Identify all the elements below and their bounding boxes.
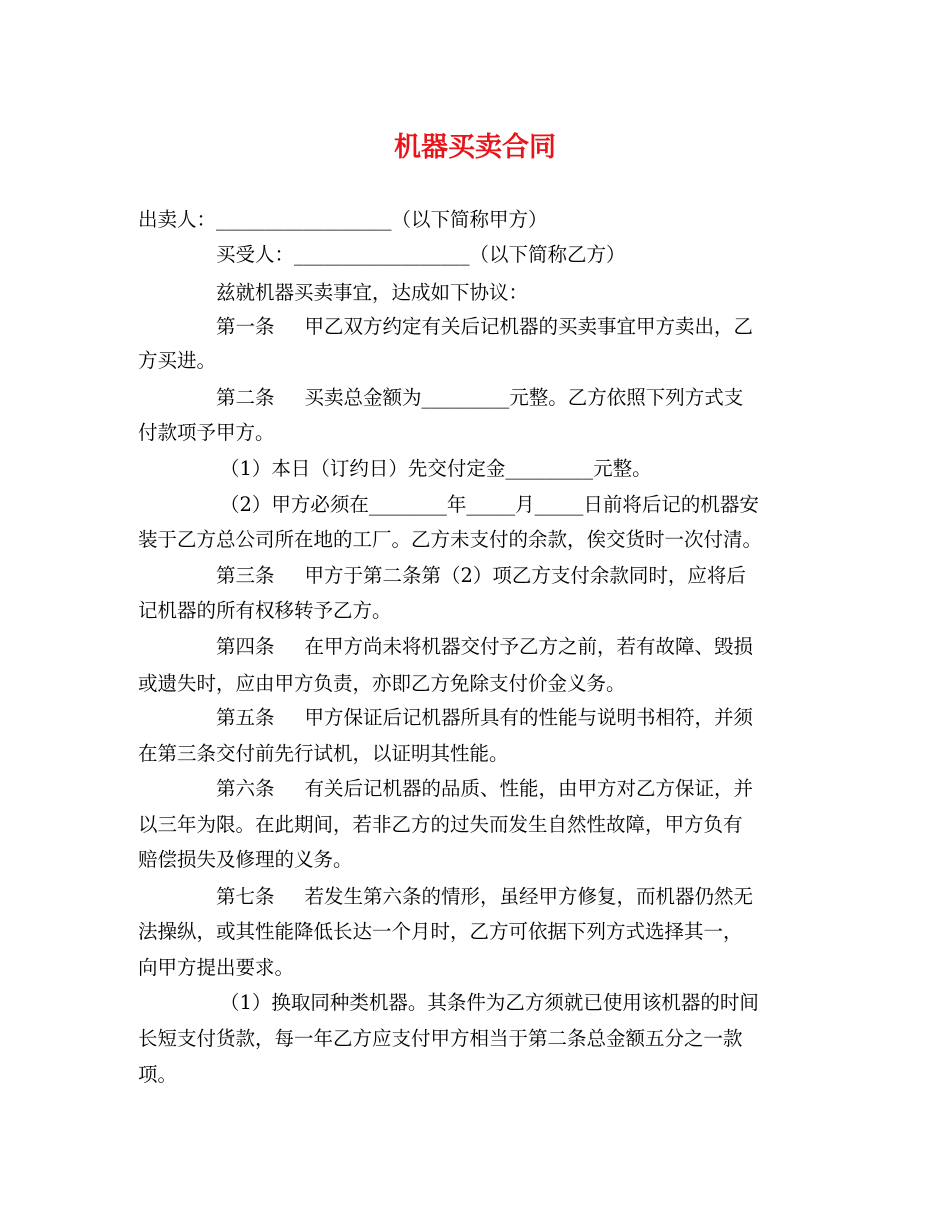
article-3-label: 第三条 — [216, 564, 275, 587]
article-6-continuation-1: 以三年为限。在此期间，若非乙方的过失而发生自然性故障，甲方负有 — [138, 813, 743, 836]
article-5-text: 甲方保证后记机器所具有的性能与说明书相符，并须 — [304, 706, 754, 729]
article-6-label: 第六条 — [216, 777, 275, 800]
seller-line: 出卖人：__________________（以下简称甲方） — [138, 208, 548, 231]
article-4-line — [216, 633, 818, 661]
article-2-label: 第二条 — [216, 386, 275, 409]
article-3-continuation: 记机器的所有权移转予乙方。 — [138, 599, 392, 622]
article-1-line — [216, 313, 818, 341]
article-7-item-1-continuation-1: 长短支付货款，每一年乙方应支付甲方相当于第二条总金额五分之一款 — [138, 1027, 743, 1050]
article-7-text: 若发生第六条的情形，虽经甲方修复，而机器仍然无 — [304, 885, 754, 908]
article-7-item-1-continuation-2: 项。 — [138, 1063, 178, 1086]
article-4-text: 在甲方尚未将机器交付予乙方之前，若有故障、毁损 — [304, 635, 754, 658]
article-2-item-2: （2）甲方必须在________年_____月_____日前将后记的机器安 — [220, 493, 759, 516]
article-5-label: 第五条 — [216, 706, 275, 729]
article-7-line — [216, 883, 818, 911]
article-3-text: 甲方于第二条第（2）项乙方支付余款同时，应将后 — [304, 564, 746, 587]
article-2-continuation: 付款项予甲方。 — [138, 421, 275, 444]
article-1-continuation: 方买进。 — [138, 349, 217, 372]
article-4-label: 第四条 — [216, 635, 275, 658]
article-5-continuation: 在第三条交付前先行试机，以证明其性能。 — [138, 742, 509, 765]
article-5-line — [216, 704, 818, 732]
article-2-line — [216, 384, 818, 412]
buyer-line: 买受人：__________________（以下简称乙方） — [216, 243, 626, 266]
article-6-text: 有关后记机器的品质、性能，由甲方对乙方保证，并 — [304, 777, 754, 800]
preamble-line: 兹就机器买卖事宜，达成如下协议： — [216, 281, 529, 304]
article-6-continuation-2: 赔偿损失及修理的义务。 — [138, 848, 353, 871]
article-2-item-2-continuation: 装于乙方总公司所在地的工厂。乙方未支付的余款，俟交货时一次付清。 — [138, 528, 763, 551]
article-7-item-1: （1）换取同种类机器。其条件为乙方须就已使用该机器的时间 — [220, 991, 759, 1014]
article-6-line — [216, 775, 818, 803]
article-2-item-1: （1）本日（订约日）先交付定金_________元整。 — [220, 457, 652, 480]
article-7-label: 第七条 — [216, 885, 275, 908]
article-1-text: 甲乙双方约定有关后记机器的买卖事宜甲方卖出，乙 — [304, 315, 754, 338]
document-title: 机器买卖合同 — [394, 132, 556, 163]
article-2-text: 买卖总金额为_________元整。乙方依照下列方式支 — [304, 386, 744, 409]
article-4-continuation: 或遗失时，应由甲方负责，亦即乙方免除支付价金义务。 — [138, 672, 626, 695]
article-7-continuation-1: 法操纵，或其性能降低长达一个月时，乙方可依据下列方式选择其一， — [138, 920, 743, 943]
article-7-continuation-2: 向甲方提出要求。 — [138, 956, 295, 979]
article-1-label: 第一条 — [216, 315, 275, 338]
article-3-line — [216, 562, 818, 590]
